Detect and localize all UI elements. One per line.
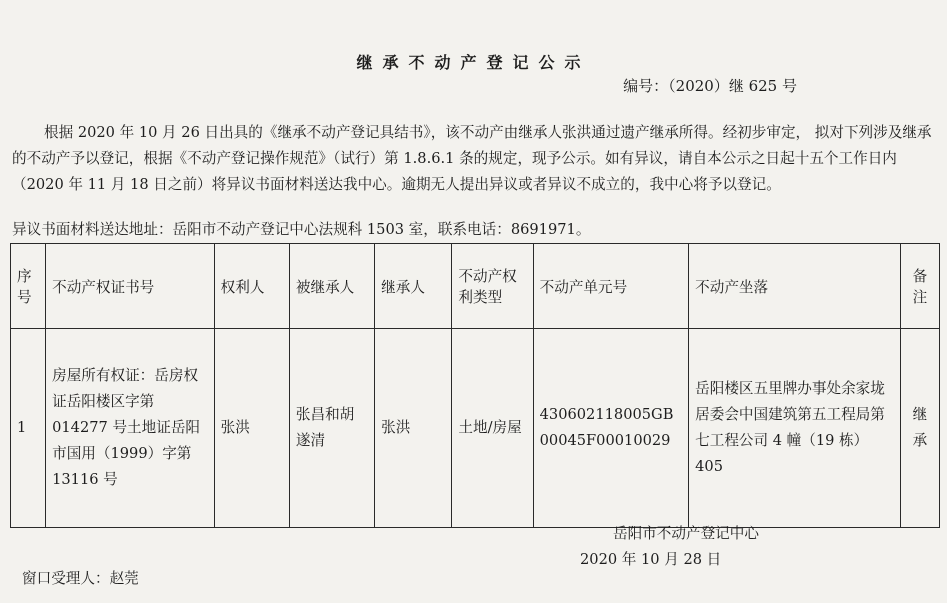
notice-title: 继承不动产登记公示 (356, 53, 591, 72)
cell-owner: 张洪 (214, 329, 289, 528)
cell-location: 岳阳楼区五里牌办事处余家垅居委会中国建筑第五工程局第七工程公司 4 幢（19 栋）405 (689, 329, 901, 528)
cell-cert: 房屋所有权证：岳房权证岳阳楼区字第 014277 号土地证岳阳市国用（1999）字第 13116 号 (46, 329, 215, 528)
table-header-row (11, 244, 940, 329)
cell-note: 继承 (900, 329, 939, 528)
header-unit-no: 不动产单元号 (533, 244, 689, 329)
notice-body (12, 120, 932, 198)
cell-no: 1 (11, 329, 46, 528)
objection-address: 异议书面材料送达地址：岳阳市不动产登记中心法规科 1503 室，联系电话：8691971。 (12, 221, 591, 238)
header-cert: 不动产权证书号 (46, 244, 215, 329)
notice-body-text: 根据 2020 年 10 月 26 日出具的《继承不动产登记具结书》，该不动产由继承人张洪通过遗产继承所得。经初步审定， 拟对下列涉及继承的不动产予以登记，根据《不动产登记操作规范》（试行）第 1.8.6.1 条的规定，现予公示。如有异议，请自本公示之日起十五个工作日内（2020 年 11 月 18 日之前）将异议书面材料送达我中心。逾期无人提出异议或者异议不成立的，我中心将予以登记。 (12, 124, 932, 193)
cell-decedent: 张昌和胡遂清 (289, 329, 374, 528)
window-clerk: 窗口受理人：赵莞 (22, 570, 139, 587)
cell-heir: 张洪 (375, 329, 452, 528)
header-no: 序号 (11, 244, 46, 329)
table-row (11, 329, 940, 528)
issue-date: 2020 年 10 月 28 日 (580, 551, 722, 568)
header-decedent: 被继承人 (289, 244, 374, 329)
header-right-type: 不动产权利类型 (452, 244, 533, 329)
document-number: 编号：（2020）继 625 号 (623, 77, 797, 95)
header-location: 不动产坐落 (689, 244, 901, 329)
header-note: 备注 (900, 244, 939, 329)
cell-unit-no: 430602118005GB00045F00010029 (533, 329, 689, 528)
header-heir: 继承人 (375, 244, 452, 329)
cell-right-type: 土地/房屋 (452, 329, 533, 528)
registration-table (10, 243, 940, 528)
issuer-name: 岳阳市不动产登记中心 (613, 525, 759, 542)
header-owner: 权利人 (214, 244, 289, 329)
